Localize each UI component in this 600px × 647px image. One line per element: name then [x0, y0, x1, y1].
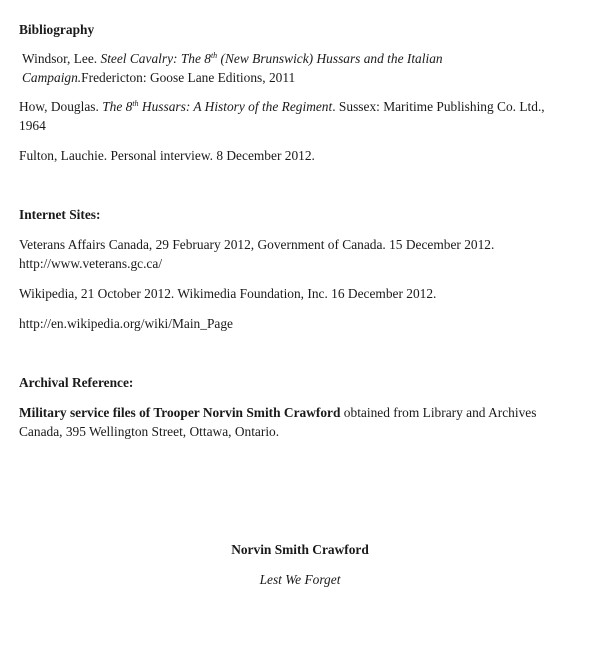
archival-entry [19, 403, 560, 441]
entry-title-continued: Hussars: A History of the Regiment [138, 99, 333, 114]
bibliography-entry-windsor [22, 49, 560, 87]
entry-publisher: Fredericton: Goose Lane Editions, 2011 [81, 70, 296, 85]
archival-reference-heading: Archival Reference: [19, 375, 134, 390]
entry-publisher: . Sussex: Maritime Publishing Co. Ltd., 1964 [19, 99, 545, 133]
internet-sites-heading: Internet Sites: [19, 207, 101, 222]
bibliography-entry-how [19, 97, 560, 135]
archival-entry-bold: Military service files of Trooper Norvin Smith Crawford [19, 405, 341, 420]
entry-title-superscript: th [210, 51, 218, 60]
bibliography-heading: Bibliography [19, 22, 95, 37]
entry-title: Steel Cavalry: The 8 [100, 51, 211, 66]
internet-entry-wikipedia-url: http://en.wikipedia.org/wiki/Main_Page [19, 316, 233, 331]
footer-motto [0, 570, 600, 589]
internet-entry-wikipedia: Wikipedia, 21 October 2012. Wikimedia Foundation, Inc. 16 December 2012. [19, 286, 437, 301]
footer-name: Norvin Smith Crawford [231, 542, 369, 557]
entry-title-continued: (New Brunswick) Hussars and the Italian Campaign. [22, 51, 443, 85]
entry-title-superscript: th [132, 99, 139, 108]
entry-author: Windsor, Lee. [22, 51, 101, 66]
footer-motto-text: Lest We Forget [259, 572, 341, 587]
archival-entry-rest: obtained from Library and Archives Canada, 395 Wellington Street, Ottawa, Ontario. [19, 405, 537, 439]
bibliography-entry-fulton: Fulton, Lauchie. Personal interview. 8 December 2012. [19, 148, 315, 163]
entry-author: How, Douglas. [19, 99, 103, 114]
internet-entry-veterans: Veterans Affairs Canada, 29 February 2012, Government of Canada. 15 December 2012. http://www.veterans.gc.ca/ [19, 237, 495, 271]
entry-title: The 8 [102, 99, 133, 114]
